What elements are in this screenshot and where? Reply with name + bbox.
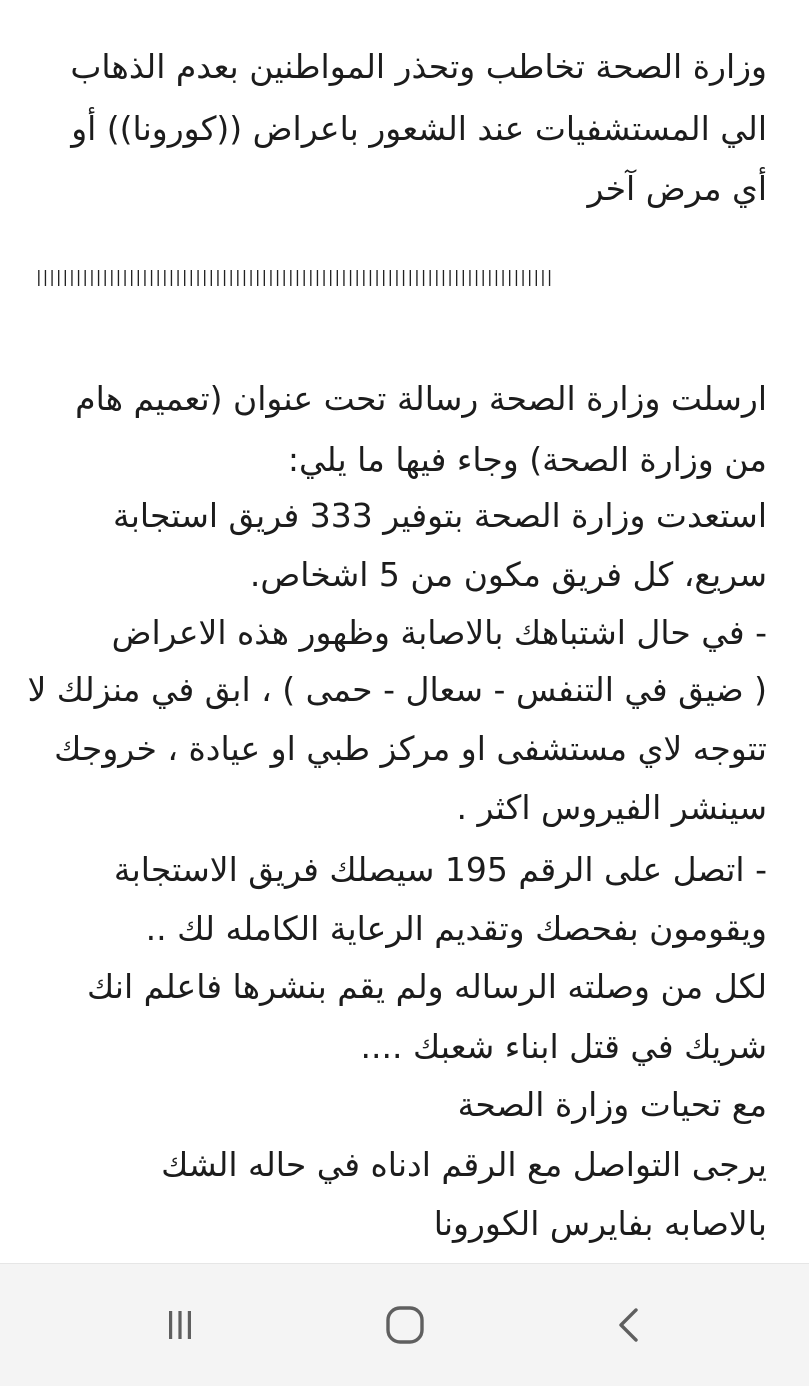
navigation-bar: [0, 1263, 809, 1386]
back-icon: [610, 1305, 650, 1345]
home-button[interactable]: [360, 1290, 450, 1360]
body-line-7: تتوجه لاي مستشفى او مركز طبي او عيادة ، خروجك: [54, 729, 767, 768]
headline-line-3: أي مرض آخر: [587, 169, 767, 208]
home-icon: [382, 1302, 428, 1348]
body-line-2: من وزارة الصحة) وجاء فيها ما يلي:: [287, 440, 767, 479]
body-line-8: سينشر الفيروس اكثر .: [456, 788, 767, 827]
body-line-5: - في حال اشتباهك بالاصابة وظهور هذه الاعراض: [111, 613, 767, 652]
body-line-10: ويقومون بفحصك وتقديم الرعاية الكامله لك ..: [145, 909, 767, 948]
body-line-9: - اتصل على الرقم 195 سيصلك فريق الاستجابة: [113, 850, 767, 889]
divider-line: ||||||||||||||||||||||||||||||||||||||||||||||||||||||||||||||||||||||||||||||: [34, 267, 552, 286]
body-line-11: لكل من وصلته الرساله ولم يقم بنشرها فاعلم انك: [86, 967, 767, 1006]
body-line-12: شريك في قتل ابناء شعبك ....: [360, 1027, 767, 1066]
headline-line-1: وزارة الصحة تخاطب وتحذر المواطنين بعدم الذهاب: [70, 47, 767, 86]
body-line-13: مع تحيات وزارة الصحة: [457, 1085, 767, 1124]
recents-button[interactable]: [135, 1290, 225, 1360]
body-line-15: بالاصابه بفايرس الكورونا: [433, 1204, 767, 1243]
headline-line-2: الي المستشفيات عند الشعور باعراض ((كورونا)) أو: [71, 109, 767, 148]
body-line-14: يرجى التواصل مع الرقم ادناه في حاله الشك: [161, 1145, 767, 1184]
body-line-6: ( ضيق في التنفس - سعال - حمى ) ، ابق في منزلك لا: [27, 670, 767, 709]
body-line-4: سريع، كل فريق مكون من 5 اشخاص.: [249, 555, 767, 594]
body-line-1: ارسلت وزارة الصحة رسالة تحت عنوان (تعميم هام: [75, 379, 767, 418]
back-button[interactable]: [585, 1290, 675, 1360]
recents-icon: [160, 1305, 200, 1345]
body-line-3: استعدت وزارة الصحة بتوفير 333 فريق استجابة: [113, 496, 767, 535]
